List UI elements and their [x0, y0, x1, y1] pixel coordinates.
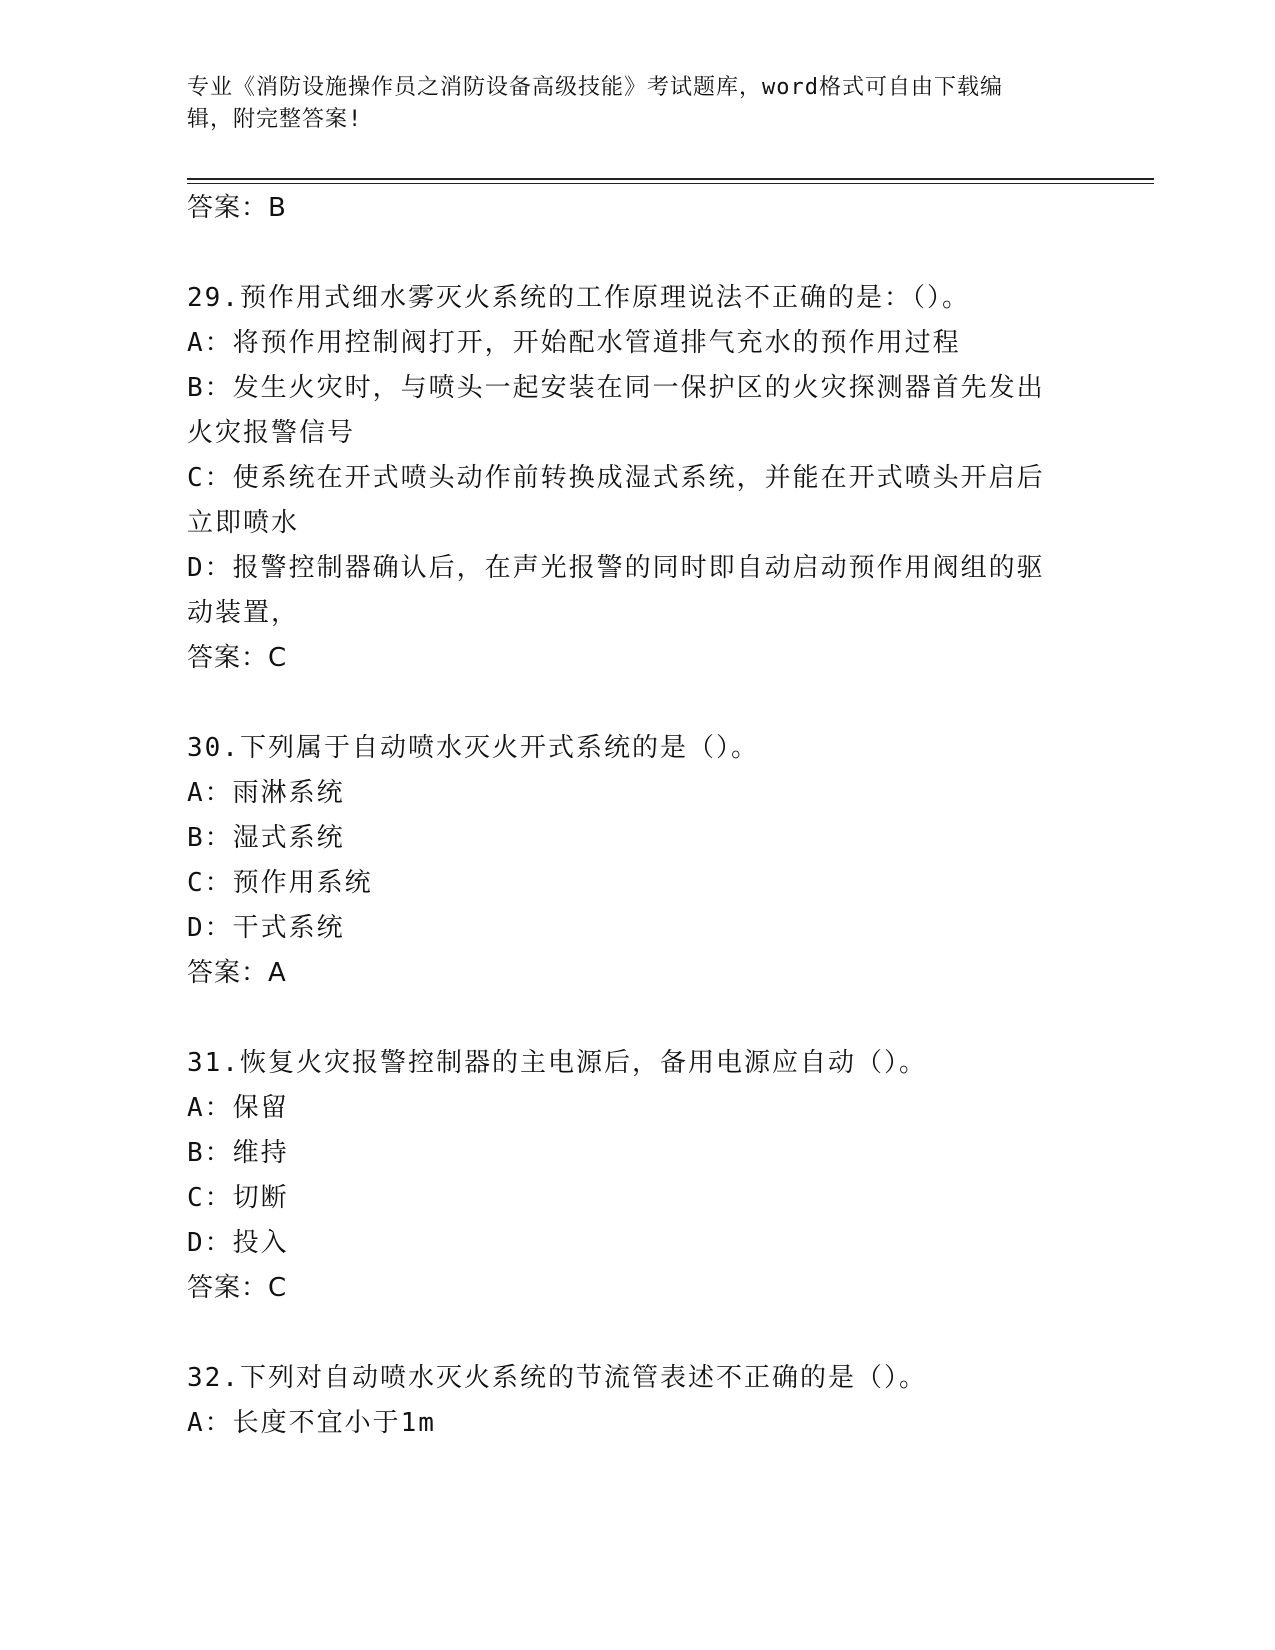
spacer	[187, 1311, 1087, 1356]
option-c-continued: 立即喷水	[187, 508, 300, 538]
question-stem: 31.恢复火灾报警控制器的主电源后，备用电源应自动（）。	[187, 1048, 927, 1078]
header-line-2: 辑，附完整答案!	[187, 107, 363, 132]
option-a: A：雨淋系统	[187, 778, 345, 808]
option-b-continued: 火灾报警信号	[187, 418, 356, 448]
option-c: C：使系统在开式喷头动作前转换成湿式系统，并能在开式喷头开启后	[187, 463, 1045, 493]
spacer	[187, 996, 1087, 1041]
option-d: D：干式系统	[187, 913, 345, 943]
document-header	[187, 72, 1067, 136]
option-a: A：保留	[187, 1093, 289, 1123]
option-b: B：湿式系统	[187, 823, 345, 853]
question-list	[187, 186, 1087, 1446]
answer: 答案：C	[187, 1273, 288, 1303]
option-c: C：切断	[187, 1183, 289, 1213]
header-divider-thin	[187, 183, 1154, 184]
option-d: D：报警控制器确认后，在声光报警的同时即自动启动预作用阀组的驱	[187, 553, 1045, 583]
question-stem: 30.下列属于自动喷水灭火开式系统的是（）。	[187, 733, 759, 763]
answer: 答案：C	[187, 643, 288, 673]
answer: 答案：A	[187, 958, 287, 988]
option-b: B：发生火灾时，与喷头一起安装在同一保护区的火灾探测器首先发出	[187, 373, 1045, 403]
header-line-1: 专业《消防设施操作员之消防设备高级技能》考试题库，word格式可自由下载编	[187, 75, 1003, 100]
option-b: B：维持	[187, 1138, 289, 1168]
spacer	[187, 231, 1087, 276]
previous-answer: 答案：B	[187, 193, 287, 223]
question-29	[187, 276, 1087, 681]
option-d-continued: 动装置，	[187, 598, 300, 628]
option-a: A：长度不宜小于1m	[187, 1408, 436, 1438]
question-stem: 29.预作用式细水雾灭火系统的工作原理说法不正确的是：（）。	[187, 283, 970, 313]
option-a: A：将预作用控制阀打开，开始配水管道排气充水的预作用过程	[187, 328, 961, 358]
question-31	[187, 1041, 1087, 1311]
header-divider-thick	[187, 178, 1154, 180]
question-stem: 32.下列对自动喷水灭火系统的节流管表述不正确的是（）。	[187, 1363, 927, 1393]
question-32	[187, 1356, 1087, 1446]
option-c: C：预作用系统	[187, 868, 373, 898]
spacer	[187, 681, 1087, 726]
option-d: D：投入	[187, 1228, 289, 1258]
question-30	[187, 726, 1087, 996]
